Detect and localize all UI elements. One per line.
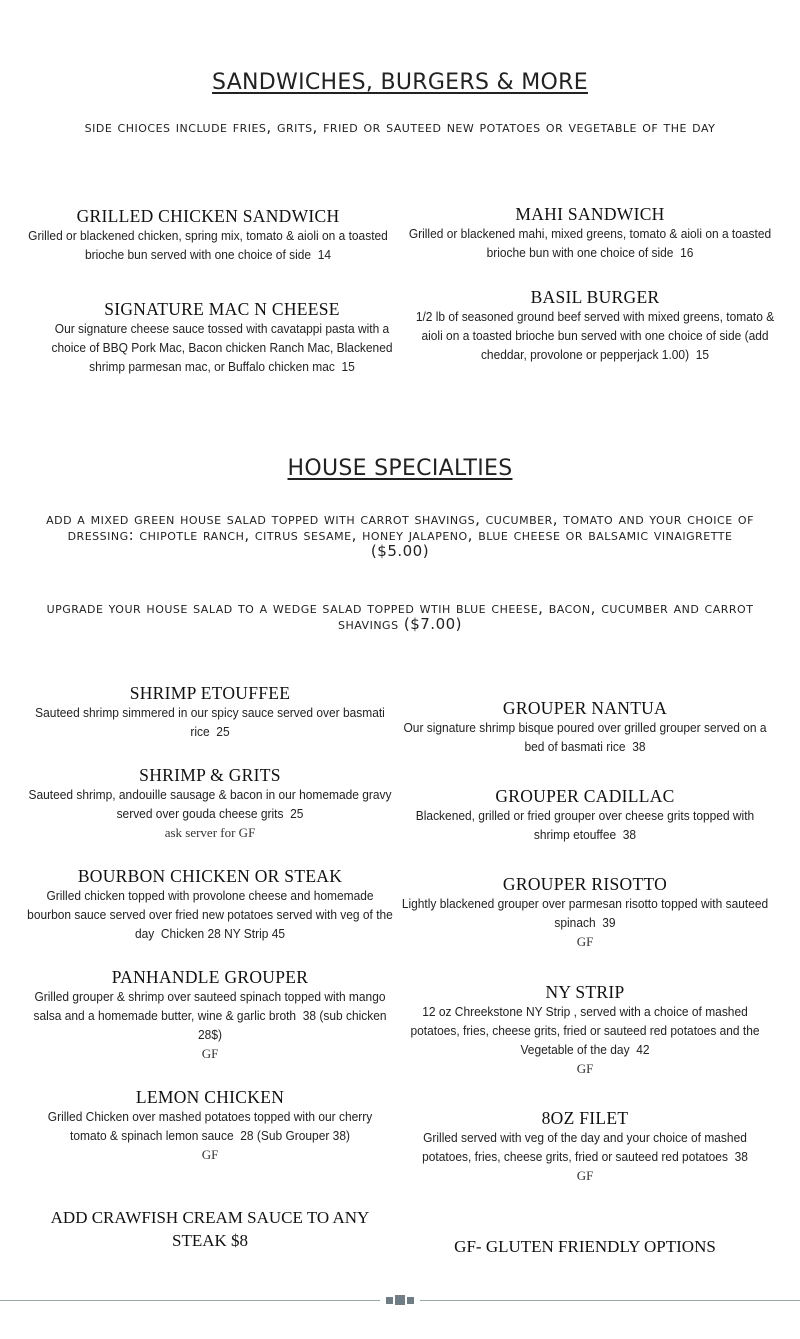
- item-name: GROUPER RISOTTO: [502, 874, 668, 894]
- menu-item: [405, 786, 765, 844]
- item-price: 39: [602, 915, 616, 930]
- item-name: GROUPER CADILLAC: [495, 786, 675, 806]
- menu-item: [42, 299, 402, 376]
- sandwiches-heading: SANDWICHES, BURGERS & MORE: [212, 70, 588, 95]
- item-description: Lightly blackened grouper over parmesan risotto topped with sauteed spinach 39: [401, 896, 769, 930]
- item-price: 15: [695, 347, 710, 362]
- wedge-note: upgrade your house salad to a wedge salad topped wtih blue cheese, bacon, cucumber and carrot shavings ($7.00): [46, 599, 754, 633]
- salad-note: add a mixed green house salad topped with carrot shavings, cucumber, tomato and your choice of dressing: chipotle ranch, citrus sesame, honey jalapeno, blue cheese or balsamic vinaigrette ($5.00): [46, 510, 754, 560]
- item-description: 1/2 lb of seasoned ground beef served with mixed greens, tomato & aioli on a toasted brioche bun served with one choice of side (add cheddar, provolone or pepperjack 1.00) 15: [415, 309, 775, 362]
- sides-note: side chioces include fries, grits, fried or sauteed new potatoes or vegetable of the day: [84, 118, 716, 136]
- gf-tag: ask server for GF: [164, 825, 256, 840]
- gf-tag: GF: [576, 1168, 594, 1183]
- item-name: 8OZ FILET: [541, 1108, 629, 1128]
- item-description: Grilled or blackened mahi, mixed greens, tomato & aioli on a toasted brioche bun with one choice of side 16: [408, 226, 772, 260]
- menu-item: [30, 765, 390, 842]
- item-description: 12 oz Chreekstone NY Strip , served with a choice of mashed potatoes, fries, cheese grits, fried or sauteed red potatoes and the Vegetable of the day 42: [410, 1004, 760, 1057]
- gf-tag: GF: [201, 1147, 219, 1162]
- item-description: Grilled served with veg of the day and your choice of mashed potatoes, fries, cheese grits, fried or sauteed red potatoes 38: [422, 1130, 748, 1164]
- menu-item: [30, 683, 390, 741]
- item-price: 38 (sub chicken 28$): [198, 1008, 387, 1042]
- item-name: GRILLED CHICKEN SANDWICH: [76, 206, 340, 226]
- item-price: 14: [317, 247, 332, 262]
- item-name: BASIL BURGER: [530, 287, 660, 307]
- item-price: Chicken 28 NY Strip 45: [160, 926, 286, 941]
- menu-item: [405, 698, 765, 756]
- menu-item: [405, 982, 765, 1078]
- item-name: BOURBON CHICKEN OR STEAK: [77, 866, 343, 886]
- item-description: Sauteed shrimp, andouille sausage & bacon in our homemade gravy served over gouda cheese grits 25: [28, 787, 392, 821]
- item-name: MAHI SANDWICH: [515, 204, 665, 224]
- item-price: 28 (Sub Grouper 38): [240, 1128, 350, 1143]
- menu-item: [401, 874, 769, 951]
- item-name: PANHANDLE GROUPER: [111, 967, 309, 987]
- item-name: SIGNATURE MAC N CHEESE: [104, 299, 340, 319]
- house-specialties-heading: HOUSE SPECIALTIES: [287, 456, 513, 481]
- gf-tag: GF: [576, 1061, 594, 1076]
- item-description: Grilled chicken topped with provolone cheese and homemade bourbon sauce served over fried new potatoes served with veg of the day Chicken 28 NY Strip 45: [27, 888, 393, 941]
- item-price: 15: [341, 359, 355, 374]
- gluten-friendly-note: GF- GLUTEN FRIENDLY OPTIONS: [454, 1237, 716, 1256]
- item-price: 42: [636, 1042, 650, 1057]
- gf-tag: GF: [201, 1046, 219, 1061]
- item-price: 38: [622, 827, 637, 842]
- item-description: Sauteed shrimp simmered in our spicy sauce served over basmati rice 25: [35, 705, 385, 739]
- item-price: 38: [632, 739, 646, 754]
- menu-item: [415, 287, 775, 364]
- crawfish-sauce-note: ADD CRAWFISH CREAM SAUCE TO ANY STEAK $8: [50, 1208, 370, 1250]
- item-name: GROUPER NANTUA: [502, 698, 668, 718]
- item-name: SHRIMP ETOUFFEE: [129, 683, 291, 703]
- menu-item: [27, 866, 393, 943]
- item-description: Grilled or blackened chicken, spring mix, tomato & aioli on a toasted brioche bun served with one choice of side 14: [28, 228, 388, 262]
- item-description: Blackened, grilled or fried grouper over cheese grits topped with shrimp etouffee 38: [415, 808, 755, 842]
- wedge-price: ($7.00): [403, 615, 463, 633]
- item-price: 38: [734, 1149, 748, 1164]
- item-description: Grilled grouper & shrimp over sauteed spinach topped with mango salsa and a homemade butter, wine & garlic broth 38 (sub chicken 28$): [33, 989, 387, 1042]
- item-description: Grilled Chicken over mashed potatoes topped with our cherry tomato & spinach lemon sauce 28 (Sub Grouper 38): [47, 1109, 373, 1143]
- footer-ornament-icon: [380, 1294, 420, 1306]
- menu-item: [35, 1087, 385, 1164]
- salad-price: ($5.00): [370, 542, 430, 560]
- item-description: Our signature cheese sauce tossed with cavatappi pasta with a choice of BBQ Pork Mac, Bacon chicken Ranch Mac, Blackened shrimp parmesan mac, or Buffalo chicken mac 15: [51, 321, 393, 374]
- menu-item: [410, 204, 770, 262]
- gf-tag: GF: [576, 934, 594, 949]
- item-description: Our signature shrimp bisque poured over grilled grouper served on a bed of basmati rice 38: [403, 720, 767, 754]
- menu-item: [405, 1108, 765, 1185]
- menu-item: [30, 967, 390, 1063]
- item-name: LEMON CHICKEN: [135, 1087, 285, 1107]
- menu-item: [28, 206, 388, 264]
- item-price: 25: [290, 806, 304, 821]
- item-name: NY STRIP: [545, 982, 625, 1002]
- item-price: 16: [680, 245, 694, 260]
- item-price: 25: [216, 724, 230, 739]
- item-name: SHRIMP & GRITS: [139, 765, 281, 785]
